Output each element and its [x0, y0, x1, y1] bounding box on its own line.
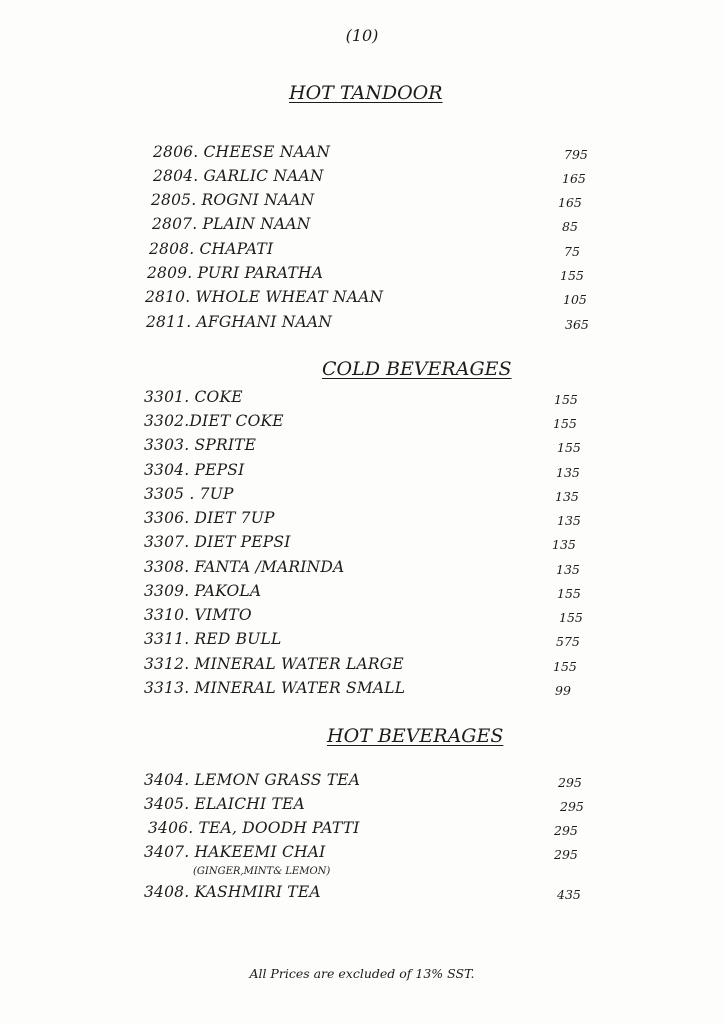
menu-item-price: 165	[558, 195, 582, 210]
menu-item-price: 795	[564, 147, 588, 162]
menu-item-price: 75	[564, 244, 580, 259]
menu-item-price: 155	[557, 586, 581, 601]
menu-item: 3311. RED BULL	[144, 630, 282, 648]
menu-item-price: 365	[565, 317, 589, 332]
menu-item: 3308. FANTA /MARINDA	[144, 558, 345, 576]
menu-item-note: (GINGER,MINT& LEMON)	[193, 866, 331, 877]
menu-item: 3312. MINERAL WATER LARGE	[144, 655, 404, 673]
menu-item-price: 135	[555, 489, 579, 504]
menu-item-price: 295	[554, 847, 578, 862]
menu-item-price: 155	[560, 268, 584, 283]
section-title-hot-tandoor: HOT TANDOOR	[289, 82, 443, 104]
menu-item: 3407. HAKEEMI CHAI	[144, 843, 326, 861]
menu-item: 3404. LEMON GRASS TEA	[144, 771, 361, 789]
menu-item-price: 165	[562, 171, 586, 186]
menu-item: 3302.DIET COKE	[144, 412, 284, 430]
menu-item: 3307. DIET PEPSI	[144, 533, 291, 551]
page-number: (10)	[345, 26, 379, 45]
menu-item: 2810. WHOLE WHEAT NAAN	[145, 288, 384, 306]
menu-item: 3405. ELAICHI TEA	[144, 795, 305, 813]
menu-item-price: 135	[557, 513, 581, 528]
menu-item: 3313. MINERAL WATER SMALL	[144, 679, 406, 697]
menu-item-price: 155	[553, 659, 577, 674]
section-title-hot-beverages: HOT BEVERAGES	[327, 725, 504, 747]
menu-item-price: 99	[555, 683, 571, 698]
menu-item: 3408. KASHMIRI TEA	[144, 883, 321, 901]
menu-item-price: 85	[562, 219, 578, 234]
menu-item: 3305 . 7UP	[144, 485, 234, 503]
menu-item: 2809. PURI PARATHA	[147, 264, 324, 282]
menu-item-price: 295	[554, 823, 578, 838]
menu-item-price: 135	[556, 465, 580, 480]
menu-item-price: 295	[560, 799, 584, 814]
menu-item: 3310. VIMTO	[144, 606, 252, 624]
menu-item-price: 105	[563, 292, 587, 307]
menu-item-price: 155	[557, 440, 581, 455]
menu-item: 2811. AFGHANI NAAN	[146, 313, 333, 331]
menu-item: 3303. SPRITE	[144, 436, 257, 454]
menu-item: 3306. DIET 7UP	[144, 509, 275, 527]
menu-item: 3301. COKE	[144, 388, 243, 406]
menu-item: 2806. CHEESE NAAN	[153, 143, 331, 161]
menu-item: 2804. GARLIC NAAN	[153, 167, 324, 185]
section-title-cold-beverages: COLD BEVERAGES	[322, 358, 512, 380]
footer-note: All Prices are excluded of 13% SST.	[249, 966, 475, 981]
menu-item-price: 155	[559, 610, 583, 625]
menu-item-price: 135	[556, 562, 580, 577]
menu-item-price: 155	[553, 416, 577, 431]
menu-item: 2807. PLAIN NAAN	[152, 215, 311, 233]
menu-item-price: 295	[558, 775, 582, 790]
menu-item-price: 575	[556, 634, 580, 649]
menu-item: 2805. ROGNI NAAN	[151, 191, 315, 209]
menu-item: 2808. CHAPATI	[149, 240, 274, 258]
menu-item-price: 435	[557, 887, 581, 902]
menu-item: 3304. PEPSI	[144, 461, 245, 479]
menu-item-price: 135	[552, 537, 576, 552]
menu-item: 3406. TEA, DOODH PATTI	[148, 819, 360, 837]
menu-item-price: 155	[554, 392, 578, 407]
menu-item: 3309. PAKOLA	[144, 582, 262, 600]
